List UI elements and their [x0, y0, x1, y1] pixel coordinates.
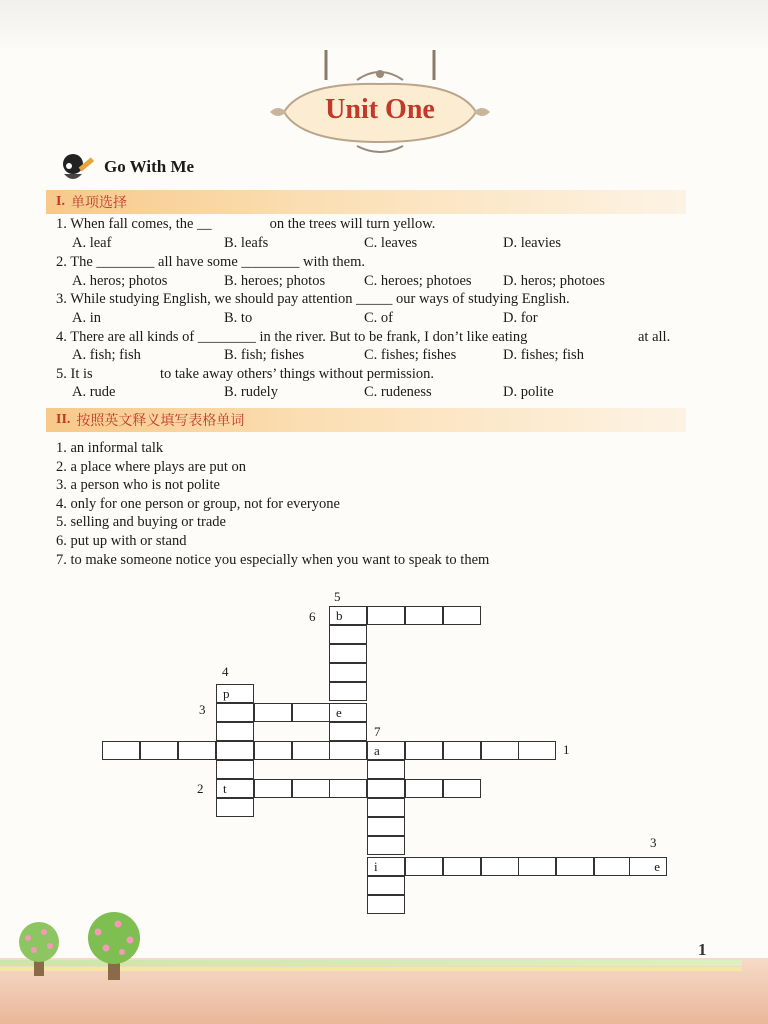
question-5-text-b: to take away others’ things without permission. — [160, 366, 434, 382]
tree-icon — [10, 918, 68, 980]
unit-title: Unit One — [325, 94, 435, 125]
section1-bar — [46, 190, 686, 214]
q5-option-c: C. rudeness — [364, 384, 432, 400]
q1-option-c: C. leaves — [364, 235, 418, 251]
crossword-number: 3 — [199, 702, 206, 717]
crossword-cell[interactable] — [481, 857, 519, 876]
crossword-cell[interactable]: a — [367, 741, 405, 760]
crossword-cell[interactable] — [292, 703, 330, 722]
crossword-cell[interactable] — [405, 606, 443, 625]
crossword-cell[interactable] — [254, 741, 292, 760]
crossword-cell[interactable] — [367, 895, 405, 914]
q4-option-c: C. fishes; fishes — [364, 347, 457, 363]
crossword-cell[interactable] — [405, 857, 443, 876]
clue-2: 2. a place where plays are put on — [56, 459, 247, 475]
crossword-cell[interactable] — [329, 644, 367, 663]
crossword-cell[interactable]: t — [216, 779, 254, 798]
unit-title-banner — [262, 50, 498, 158]
q3-option-b: B. to — [224, 310, 253, 326]
crossword-cell[interactable] — [367, 798, 405, 817]
q4-option-b: B. fish; fishes — [224, 347, 305, 363]
crossword-cell[interactable] — [102, 741, 140, 760]
q5-option-b: B. rudely — [224, 384, 278, 400]
crossword-cell[interactable]: b — [329, 606, 367, 625]
q3-option-a: A. in — [72, 310, 101, 326]
crossword-cell[interactable] — [329, 625, 367, 644]
clue-7: 7. to make someone notice you especially when you want to speak to them — [56, 552, 490, 568]
crossword-cell[interactable] — [405, 741, 443, 760]
q3-option-c: C. of — [364, 310, 393, 326]
crossword-cell[interactable] — [405, 779, 443, 798]
question-3-text: 3. While studying English, we should pay attention _____ our ways of studying English. — [56, 291, 570, 307]
q2-option-a: A. heros; photos — [72, 273, 168, 289]
crossword-cell[interactable] — [594, 857, 632, 876]
q2-option-c: C. heroes; photoes — [364, 273, 472, 289]
crossword-cell[interactable] — [329, 663, 367, 682]
section2-number: II. — [56, 412, 71, 427]
q3-option-d: D. for — [503, 310, 538, 326]
crossword-cell[interactable] — [518, 857, 556, 876]
crossword-cell[interactable] — [367, 779, 405, 798]
crossword-cell[interactable] — [556, 857, 594, 876]
crossword-cell[interactable] — [367, 760, 405, 779]
question-5 — [56, 366, 93, 383]
q1-option-a: A. leaf — [72, 235, 112, 251]
question-2 — [56, 254, 365, 271]
question-4 — [56, 329, 527, 346]
q5-option-a: A. rude — [72, 384, 116, 400]
clue-6: 6. put up with or stand — [56, 533, 187, 549]
clue-3: 3. a person who is not polite — [56, 477, 220, 493]
q1-option-b: B. leafs — [224, 235, 269, 251]
question-2-text: 2. The ________ all have some ________ with them. — [56, 254, 366, 270]
question-1 — [56, 216, 435, 233]
question-5-text-a: 5. It is — [56, 366, 93, 382]
q2-option-d: D. heros; photoes — [503, 273, 605, 289]
crossword-cell[interactable] — [367, 606, 405, 625]
crossword-number: 7 — [374, 724, 381, 739]
clue-1: 1. an informal talk — [56, 440, 164, 456]
q2-option-b: B. heroes; photos — [224, 273, 326, 289]
crossword-cell[interactable] — [216, 722, 254, 741]
crossword-number: 5 — [334, 589, 341, 604]
crossword-cell[interactable] — [367, 817, 405, 836]
crossword-cell[interactable]: p — [216, 684, 254, 703]
crossword-number: 3 — [650, 835, 657, 850]
crossword-cell[interactable] — [443, 779, 481, 798]
question-4-text-b: at all. — [638, 329, 671, 345]
page-top-shade — [0, 0, 768, 48]
crossword-cell[interactable] — [329, 722, 367, 741]
section2-bar — [46, 408, 686, 432]
crossword-cell[interactable] — [443, 857, 481, 876]
question-1-text-a: 1. When fall comes, the __ — [56, 216, 212, 232]
q1-option-d: D. leavies — [503, 235, 561, 251]
crossword-cell[interactable] — [254, 779, 292, 798]
crossword-cell[interactable] — [292, 779, 330, 798]
crossword-cell[interactable]: i — [367, 857, 405, 876]
crossword-cell[interactable] — [367, 836, 405, 855]
subtitle-row — [58, 146, 194, 188]
crossword-cell[interactable] — [216, 798, 254, 817]
crossword-cell[interactable] — [329, 741, 367, 760]
crossword-number: 2 — [197, 781, 204, 796]
crossword-cell[interactable] — [140, 741, 178, 760]
question-1-text-b: on the trees will turn yellow. — [269, 216, 436, 232]
crossword-number: 4 — [222, 664, 229, 679]
subtitle: Go With Me — [104, 157, 195, 176]
crossword-cell[interactable] — [443, 606, 481, 625]
clue-5: 5. selling and buying or trade — [56, 514, 226, 530]
crossword-cell[interactable] — [254, 703, 292, 722]
crossword-cell[interactable] — [329, 682, 367, 701]
crossword-cell[interactable] — [178, 741, 216, 760]
q5-option-d: D. polite — [503, 384, 554, 400]
crossword-cell[interactable] — [216, 703, 254, 722]
crossword-cell[interactable] — [292, 741, 330, 760]
crossword-cell[interactable] — [216, 741, 254, 760]
crossword-cell[interactable] — [518, 741, 556, 760]
q4-option-d: D. fishes; fish — [503, 347, 584, 363]
section1-title: 单项选择 — [70, 195, 127, 211]
crossword-number: 1 — [563, 742, 570, 757]
section2-title: 按照英文释义填写表格单词 — [76, 413, 245, 429]
crossword-cell[interactable] — [329, 779, 367, 798]
question-4-text-a: 4. There are all kinds of ________ in the river. But to be frank, I don’t like eating — [56, 329, 528, 345]
section1-number: I. — [56, 194, 65, 209]
crossword-cell[interactable] — [367, 876, 405, 895]
crossword-cell[interactable] — [216, 760, 254, 779]
crossword-cell[interactable]: e — [329, 703, 367, 722]
crossword-cell[interactable] — [443, 741, 481, 760]
pencil-mascot-icon — [58, 148, 96, 186]
clue-4: 4. only for one person or group, not for everyone — [56, 496, 340, 512]
crossword-cell[interactable] — [481, 741, 519, 760]
q4-option-a: A. fish; fish — [72, 347, 141, 363]
tree-icon — [76, 910, 152, 982]
crossword-number: 6 — [309, 609, 316, 624]
crossword-cell[interactable]: e — [629, 857, 667, 876]
page-number: 1 — [698, 940, 707, 959]
question-3 — [56, 291, 570, 308]
